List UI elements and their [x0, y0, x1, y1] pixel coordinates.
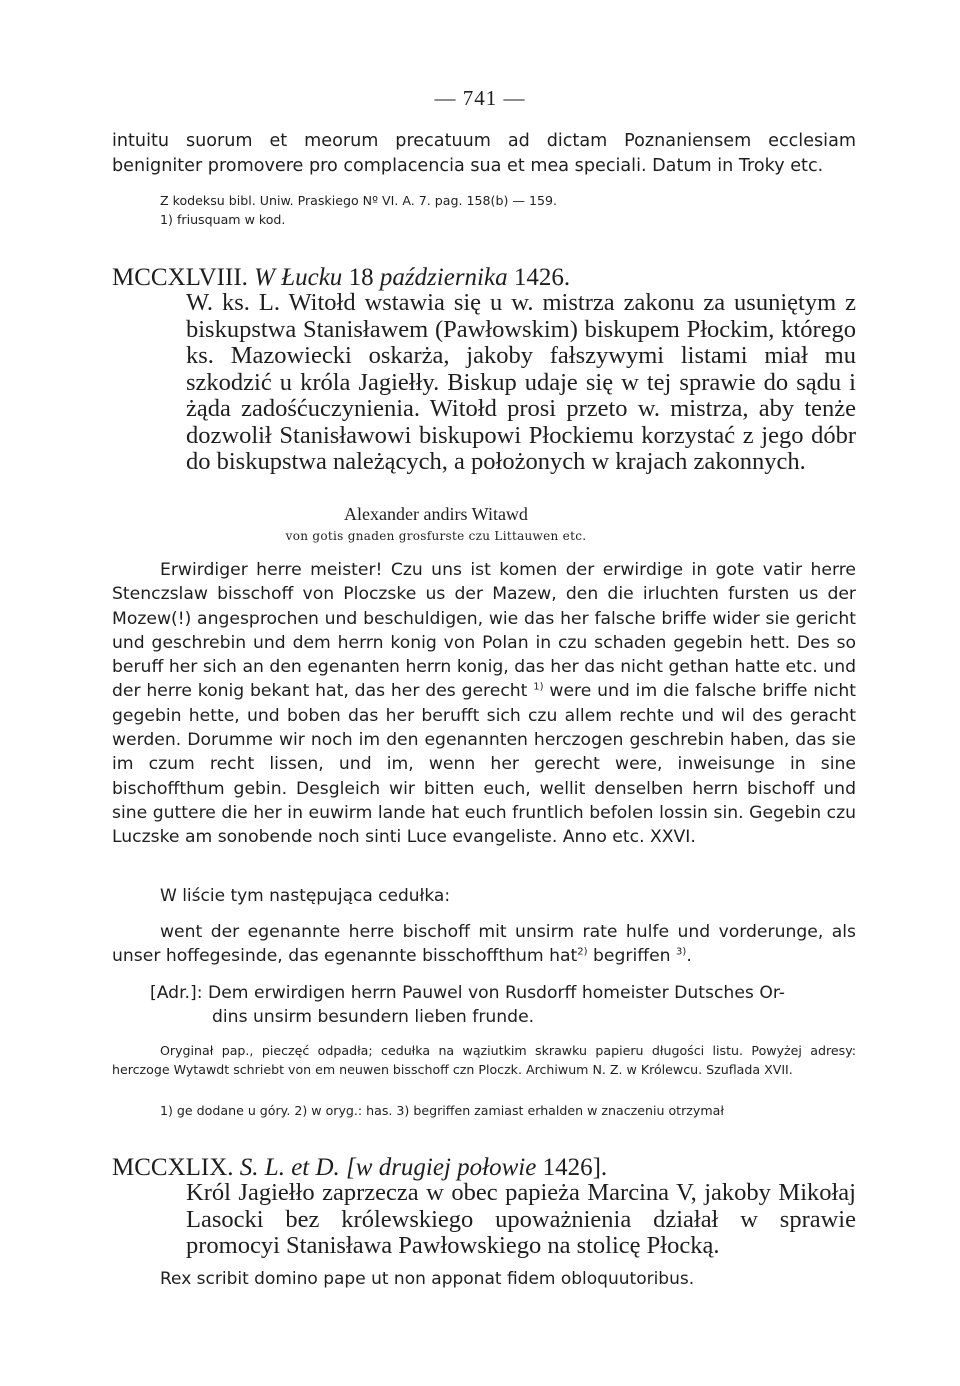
doc-summary: W. ks. L. Witołd wstawia się u w. mistrza zakonu za usuniętym z biskupstwa Stanisławem (Pawłowskim) biskupem Płockim, którego ks. Mazowiecki oskarża, jakoby fałszywymi listami miał mu szkodzić u króla Jagiełły. Biskup udaje się w tej sprawie do sądu i żąda zadośćuczynienia. Witołd prosi przeto w. mistrza, aby tenże dozwolił Stanisławowi biskupowi Płockiemu korzystać z jego dóbr do biskupstwa należących, a położonych w krajach zakonnych. — [186, 289, 856, 475]
cedula-part-c: . — [686, 946, 692, 967]
doc2-number: MCCXLIX. — [112, 1154, 234, 1181]
address-line-1: [Adr.]: Dem erwirdigen herrn Pauwel von Rusdorff homeister Dutsches Or- — [150, 983, 786, 1003]
footnote-ref-2: 2) — [577, 946, 588, 958]
letter-text-part-1: Erwirdiger herre meister! Czu uns ist komen der erwirdige in gote vatir herre Stenczslaw bisschoff von Ploczske us der Mazew, den die irluchten fursten us der Mozew(!) angesprochen und beschuldigen, wie das her falsche briffe wider sie gericht und geschrebin und dem herrn konig von Polan in czu schaden gegebin hett. Des so beruff her sich an den egenanten herrn konig, das her das nicht gethan hatte etc. und der herre konig bekant hat, das her des gerecht — [112, 560, 856, 702]
original-note-text: Oryginał pap., pieczęć odpadła; cedułka na wąziutkim skrawku papieru długości listu. Powyżej adresy: herczoge Wytawdt schriebt von em neuwen bisschoff czn Ploczk. Archiwum N. Z. w Królewcu. Szuflada XVII. — [112, 1043, 856, 1077]
letter-sender: Alexander andirs Witawd — [344, 504, 528, 524]
footnote-1-text: friusquam w kod. — [176, 212, 286, 227]
footnote-ref-1: 1) — [533, 681, 544, 693]
doc-place: W Łucku — [254, 264, 343, 291]
document-heading-1249 — [112, 1154, 856, 1181]
doc2-date: [w drugiej połowie — [346, 1154, 537, 1181]
letter-sender-title: von gotis gnaden grosfurste czu Littauwen etc. — [285, 529, 587, 543]
footnote-ref-3: 3) — [676, 946, 687, 958]
original-note — [112, 1041, 856, 1079]
page-number: — 741 — — [434, 86, 526, 110]
cedula-part-a: went der egenannte herre bischoff mit unsirm rate hulfe und vorderunge, als unser hoffegesinde, das egenannte bisschoffthum hat — [112, 922, 856, 967]
intro-latin-text — [112, 129, 856, 179]
source-line: Z kodeksu bibl. Uniw. Praskiego Nº VI. A. 7. pag. 158(b) — 159. — [160, 193, 557, 208]
doc-day: 18 — [348, 264, 374, 291]
doc-year: 1426. — [513, 264, 571, 291]
doc2-year: 1426]. — [542, 1154, 608, 1181]
footnote-1 — [160, 210, 860, 229]
letter-body — [112, 558, 856, 850]
source-citation — [160, 191, 860, 229]
footnote-1-mark: 1) — [160, 212, 173, 227]
document-heading-1248 — [112, 264, 856, 291]
address-block — [150, 981, 856, 1030]
intro-paragraph: intuitu suorum et meorum precatuum ad dictam Poznaniensem ecclesiam benigniter promovere pro complacencia sua et mea speciali. Datum in Troky etc. — [112, 131, 856, 176]
doc2-place: S. L. et D. — [239, 1154, 340, 1181]
footnotes-block: 1) ge dodane u góry. 2) w oryg.: has. 3) begriffen zamiast erhalden w znaczeniu otrzymał — [160, 1103, 724, 1118]
cedula-part-b: begriffen — [587, 946, 671, 967]
doc2-summary: Król Jagiełło zaprzecza w obec papieża Marcina V, jakoby Mikołaj Lasocki bez królewskiego upoważnienia działał w sprawie promocyi Stanisława Pawłowskiego na stolicę Płocką. — [186, 1179, 856, 1259]
note-intro: W liście tym następująca cedułka: — [160, 886, 451, 906]
doc-number: MCCXLVIII. — [112, 264, 248, 291]
letter-text-part-2: were und im die falsche briffe nicht gegebin hette, und boben das her berufft sich czu allem rechte und wil des geracht werden. Dorumme wir noch im den egenannten herczogen geschrebin haben, das sie im czum recht lissen, und im, wenn her gerecht were, inweisunge in sine bischoffthum gebin. Desgleich wir bitten euch, wellit denselben herrn bischoff und sine guttere die her in euwirm lande hat euch fruntlich befolen lossin sin. Gegebin czu Luczske am sonobende noch sinti Luce evangeliste. Anno etc. XXVI. — [112, 681, 856, 848]
cedula-text — [112, 920, 856, 969]
doc2-latin-line: Rex scribit domino pape ut non apponat fidem obloquutoribus. — [160, 1269, 695, 1289]
doc-month: października — [379, 264, 508, 291]
address-line-2: dins unsirm besundern lieben frunde. — [212, 1007, 535, 1028]
